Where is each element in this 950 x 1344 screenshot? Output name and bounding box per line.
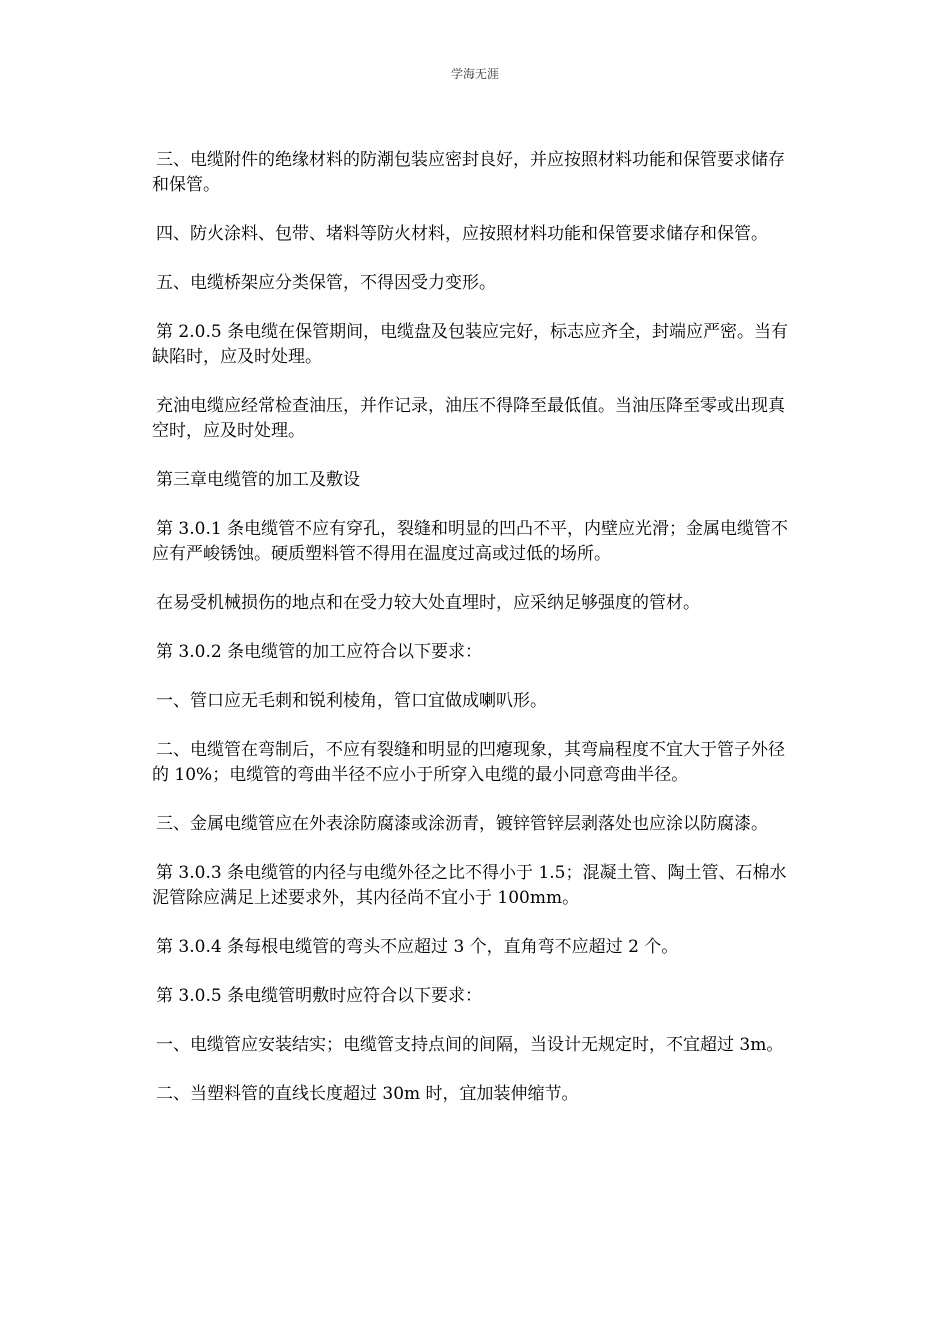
paragraph: 二、当塑料管的直线长度超过 30m 时，宜加装伸缩节。 — [156, 1084, 579, 1104]
paragraph: 一、管口应无毛刺和锐利棱角，管口宜做成喇叭形。 — [156, 691, 547, 711]
paragraph: 第 3.0.3 条电缆管的内径与电缆外径之比不得小于 1.5；混凝土管、陶土管、石棉水泥管除应满足上述要求外，其内径尚不宜小于 100mm。 — [152, 863, 787, 908]
chapter-heading: 第三章电缆管的加工及敷设 — [156, 470, 360, 490]
paragraph: 五、电缆桥架应分类保管，不得因受力变形。 — [156, 273, 496, 293]
paragraph: 第 3.0.4 条每根电缆管的弯头不应超过 3 个，直角弯不应超过 2 个。 — [156, 937, 679, 957]
paragraph: 一、电缆管应安装结实；电缆管支持点间的间隔，当设计无规定时，不宜超过 3m。 — [156, 1035, 784, 1055]
paragraph: 第 3.0.2 条电缆管的加工应符合以下要求： — [156, 642, 483, 662]
document-body — [152, 148, 800, 1131]
paragraph: 三、电缆附件的绝缘材料的防潮包装应密封良好，并应按照材料功能和保管要求储存和保管。 — [152, 150, 785, 195]
paragraph: 在易受机械损伤的地点和在受力较大处直埋时，应采纳足够强度的管材。 — [156, 593, 700, 613]
paragraph: 第 2.0.5 条电缆在保管期间，电缆盘及包装应完好，标志应齐全，封端应严密。当有缺陷时，应及时处理。 — [152, 322, 789, 367]
page-header: 学海无涯 — [450, 67, 499, 81]
paragraph: 第 3.0.1 条电缆管不应有穿孔，裂缝和明显的凹凸不平，内壁应光滑；金属电缆管不应有严峻锈蚀。硬质塑料管不得用在温度过高或过低的场所。 — [152, 519, 789, 564]
paragraph: 四、防火涂料、包带、堵料等防火材料，应按照材料功能和保管要求储存和保管。 — [156, 224, 768, 244]
paragraph: 第 3.0.5 条电缆管明敷时应符合以下要求： — [156, 986, 483, 1006]
paragraph: 三、金属电缆管应在外表涂防腐漆或涂沥青，镀锌管锌层剥落处也应涂以防腐漆。 — [156, 814, 768, 834]
paragraph: 二、电缆管在弯制后，不应有裂缝和明显的凹瘪现象，其弯扁程度不宜大于管子外径的 10%；电缆管的弯曲半径不应小于所穿入电缆的最小同意弯曲半径。 — [152, 740, 785, 785]
paragraph: 充油电缆应经常检查油压，并作记录，油压不得降至最低值。当油压降至零或出现真空时，应及时处理。 — [152, 396, 785, 441]
